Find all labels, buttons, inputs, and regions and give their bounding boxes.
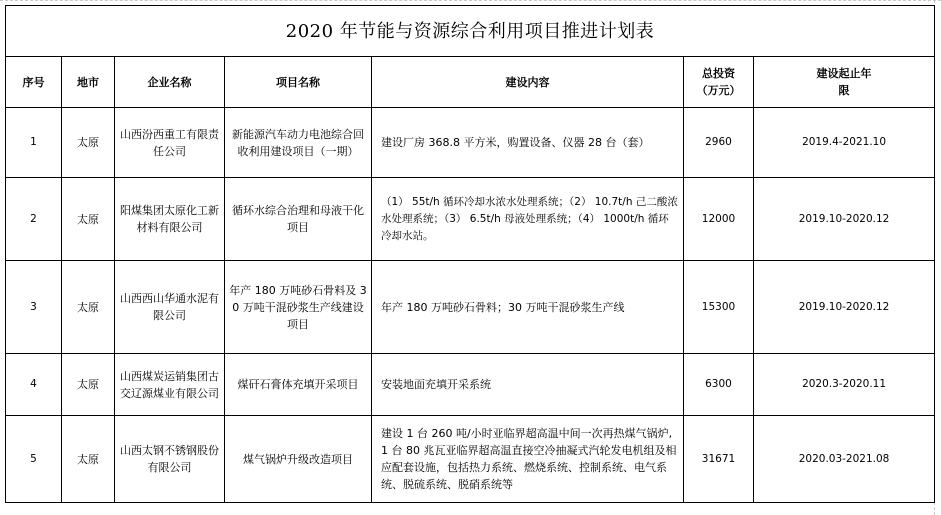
- cell-content[interactable]: 安装地面充填开采系统: [372, 354, 684, 416]
- cell-period[interactable]: 2020.03-2021.08: [754, 416, 935, 503]
- cell-seq[interactable]: 5: [6, 416, 62, 503]
- grid-line-top: [0, 0, 941, 2]
- cell-seq[interactable]: 4: [6, 354, 62, 416]
- cell-investment[interactable]: 6300: [684, 354, 754, 416]
- cell-content[interactable]: 建设 1 台 260 吨/小时亚临界超高温中间一次再热煤气锅炉,1 台 80 兆瓦亚临界超高温直接空冷抽凝式汽轮发电机组及相应配套设施，包括热力系统、燃烧系统、控制系统、电气系统、脱硫系统、脱硝系统等: [372, 416, 684, 503]
- cell-company[interactable]: 山西煤炭运销集团古交辽源煤业有限公司: [115, 354, 225, 416]
- cell-city[interactable]: 太原: [62, 178, 115, 261]
- header-row: [6, 57, 935, 108]
- table-title[interactable]: 2020 年节能与资源综合利用项目推进计划表: [6, 6, 935, 57]
- cell-seq[interactable]: 2: [6, 178, 62, 261]
- cell-project[interactable]: 新能源汽车动力电池综合回收利用建设项目（一期）: [225, 108, 372, 178]
- cell-investment[interactable]: 15300: [684, 261, 754, 354]
- header-investment[interactable]: 总投资（万元）: [684, 57, 754, 108]
- cell-content[interactable]: 年产 180 万吨砂石骨料；30 万吨干混砂浆生产线: [372, 261, 684, 354]
- cell-city[interactable]: 太原: [62, 108, 115, 178]
- cell-company[interactable]: 山西汾西重工有限责任公司: [115, 108, 225, 178]
- cell-seq[interactable]: 3: [6, 261, 62, 354]
- cell-period[interactable]: 2019.10-2020.12: [754, 261, 935, 354]
- cell-project[interactable]: 年产 180 万吨砂石骨料及 30 万吨干混砂浆生产线建设项目: [225, 261, 372, 354]
- cell-company[interactable]: 山西太钢不锈钢股份有限公司: [115, 416, 225, 503]
- table-row: [6, 416, 935, 503]
- table-row: [6, 354, 935, 416]
- header-seq[interactable]: 序号: [6, 57, 62, 108]
- cell-period[interactable]: 2019.10-2020.12: [754, 178, 935, 261]
- cell-content[interactable]: （1） 55t/h 循环冷却水浓水处理系统；（2） 10.7t/h 己二酸浓水处理系统；（3） 6.5t/h 母液处理系统；（4） 1000t/h 循环冷却水站。: [372, 178, 684, 261]
- cell-company[interactable]: 山西西山华通水泥有限公司: [115, 261, 225, 354]
- table-row: [6, 261, 935, 354]
- cell-city[interactable]: 太原: [62, 261, 115, 354]
- project-plan-table: [5, 5, 935, 503]
- header-company[interactable]: 企业名称: [115, 57, 225, 108]
- cell-project[interactable]: 循环水综合治理和母液干化项目: [225, 178, 372, 261]
- title-row: [6, 6, 935, 57]
- cell-city[interactable]: 太原: [62, 416, 115, 503]
- cell-period[interactable]: 2019.4-2021.10: [754, 108, 935, 178]
- cell-investment[interactable]: 31671: [684, 416, 754, 503]
- header-period[interactable]: 建设起止年限: [754, 57, 935, 108]
- header-city[interactable]: 地市: [62, 57, 115, 108]
- cell-content[interactable]: 建设厂房 368.8 平方米，购置设备、仪器 28 台（套）: [372, 108, 684, 178]
- table-row: [6, 178, 935, 261]
- cell-investment[interactable]: 12000: [684, 178, 754, 261]
- cell-company[interactable]: 阳煤集团太原化工新材料有限公司: [115, 178, 225, 261]
- cell-investment[interactable]: 2960: [684, 108, 754, 178]
- header-content[interactable]: 建设内容: [372, 57, 684, 108]
- table-row: [6, 108, 935, 178]
- cell-project[interactable]: 煤气锅炉升级改造项目: [225, 416, 372, 503]
- cell-city[interactable]: 太原: [62, 354, 115, 416]
- header-project[interactable]: 项目名称: [225, 57, 372, 108]
- cell-seq[interactable]: 1: [6, 108, 62, 178]
- cell-project[interactable]: 煤矸石膏体充填开采项目: [225, 354, 372, 416]
- cell-period[interactable]: 2020.3-2020.11: [754, 354, 935, 416]
